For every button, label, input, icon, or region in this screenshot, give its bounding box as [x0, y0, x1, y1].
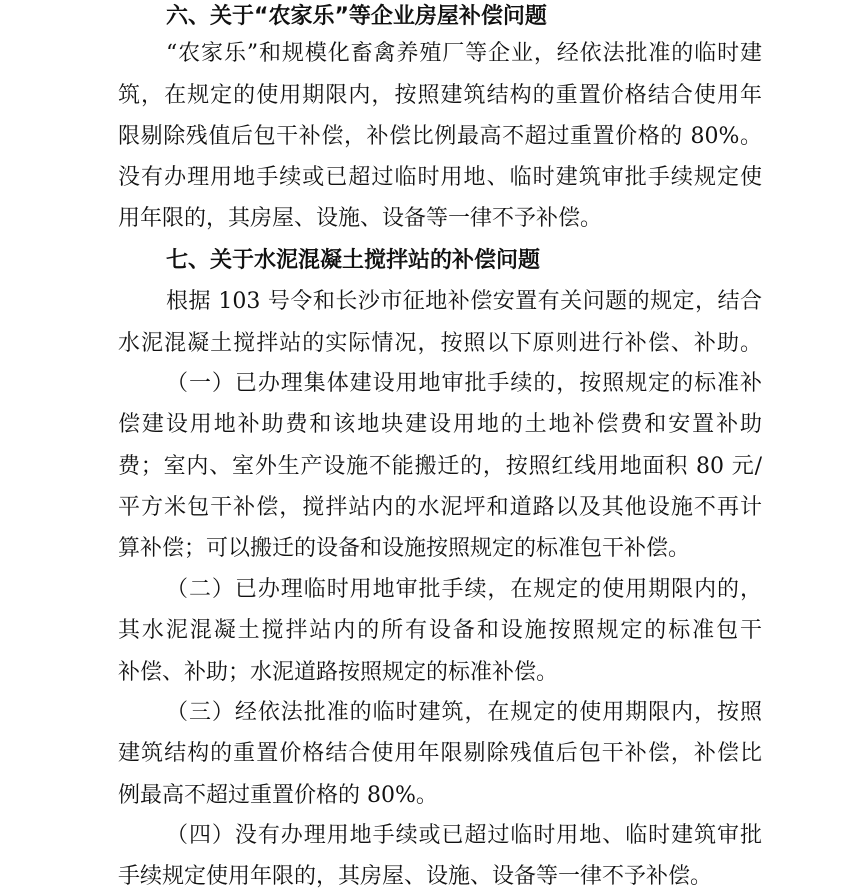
- section6-line: 限剔除残值后包干补偿，补偿比例最高不超过重置价格的 80%。: [118, 124, 762, 149]
- item2-line: 其水泥混凝土搅拌站内的所有设备和设施按照规定的标准包干: [118, 618, 762, 643]
- item1-line: （一）已办理集体建设用地审批手续的，按照规定的标准补: [166, 371, 762, 396]
- item1-line: 平方米包干补偿，搅拌站内的水泥坪和道路以及其他设施不再计: [118, 495, 762, 520]
- section7-intro-line: 根据 103 号令和长沙市征地补偿安置有关问题的规定，结合: [166, 289, 762, 314]
- item3-line: （三）经依法批准的临时建筑，在规定的使用期限内，按照: [166, 700, 762, 725]
- item1-line: 费；室内、室外生产设施不能搬迁的，按照红线用地面积 80 元/: [118, 454, 762, 479]
- section6-line: 筑，在规定的使用期限内，按照建筑结构的重置价格结合使用年: [118, 83, 762, 108]
- item2-line: （二）已办理临时用地审批手续，在规定的使用期限内的，: [166, 577, 762, 602]
- section6-line: “农家乐”和规模化畜禽养殖厂等企业，经依法批准的临时建: [166, 41, 762, 66]
- section6-heading: 六、关于“农家乐”等企业房屋补偿问题: [166, 4, 547, 29]
- item3-line: 例最高不超过重置价格的 80%。: [118, 783, 438, 808]
- section6-line: 没有办理用地手续或已超过临时用地、临时建筑审批手续规定使: [118, 165, 762, 190]
- section6-line: 用年限的，其房屋、设施、设备等一律不予补偿。: [118, 206, 603, 231]
- item4-line: 手续规定使用年限的，其房屋、设施、设备等一律不予补偿。: [118, 864, 713, 889]
- item2-line: 补偿、补助；水泥道路按照规定的标准补偿。: [118, 660, 559, 685]
- item1-line: 算补偿；可以搬迁的设备和设施按照规定的标准包干补偿。: [118, 536, 691, 561]
- section7-intro-line: 水泥混凝土搅拌站的实际情况，按照以下原则进行补偿、补助。: [118, 331, 762, 356]
- section7-heading: 七、关于水泥混凝土搅拌站的补偿问题: [166, 248, 541, 273]
- item3-line: 建筑结构的重置价格结合使用年限剔除残值后包干补偿，补偿比: [118, 741, 762, 766]
- item1-line: 偿建设用地补助费和该地块建设用地的土地补偿费和安置补助: [118, 412, 762, 437]
- item4-line: （四）没有办理用地手续或已超过临时用地、临时建筑审批: [166, 823, 762, 848]
